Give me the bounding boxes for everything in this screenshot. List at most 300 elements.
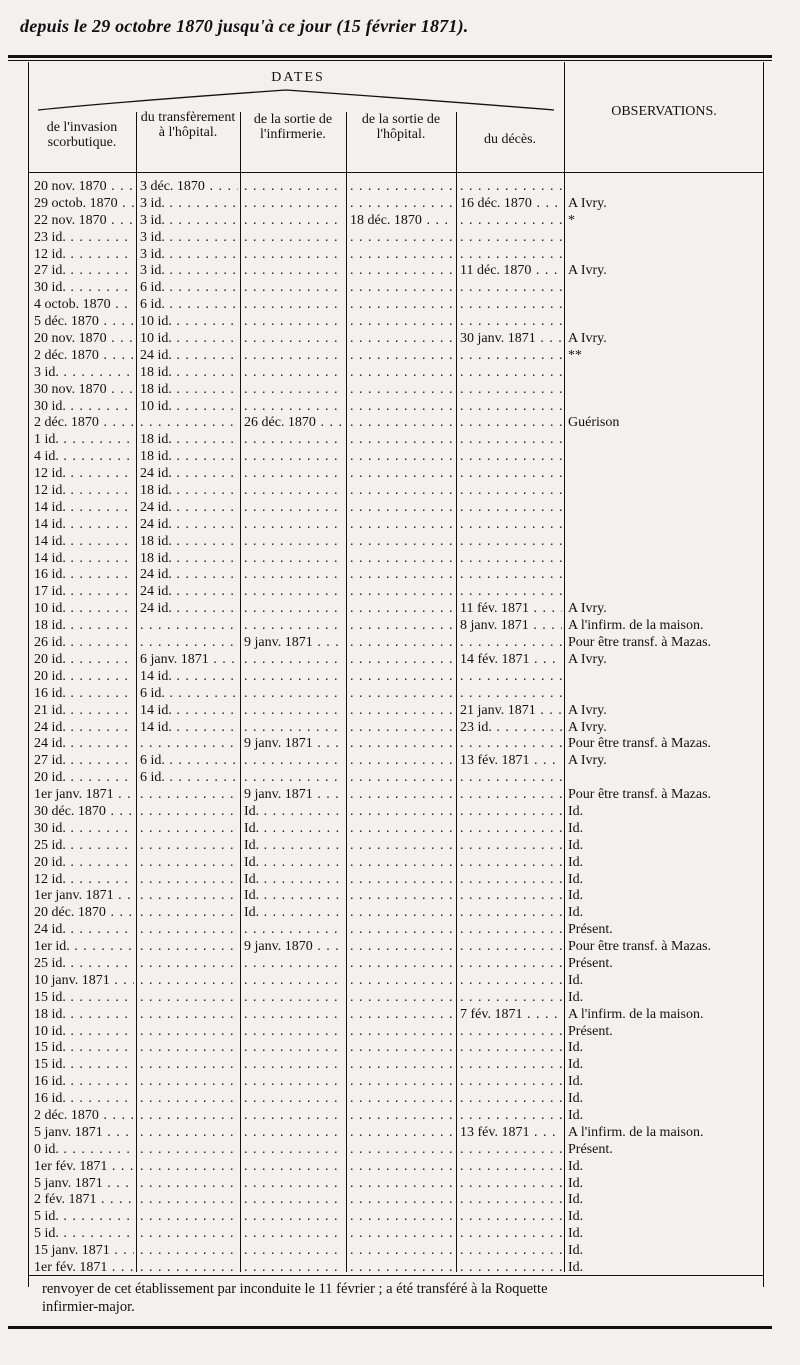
table-cell [140, 871, 238, 888]
table-cell [350, 465, 454, 482]
table-cell: Id. [568, 1192, 584, 1208]
table-cell: 10 id. . . . [34, 600, 134, 617]
table-cell [350, 347, 454, 364]
table-row [28, 972, 764, 989]
table-row [28, 1073, 764, 1090]
table-cell [350, 583, 454, 600]
table-cell [244, 1175, 344, 1192]
table-cell: Présent. [568, 922, 613, 938]
table-cell [350, 246, 454, 263]
header-hopital: de la sortie de l'hôpital. [361, 112, 441, 142]
table-cell [244, 313, 344, 330]
table-cell [140, 1006, 238, 1023]
table-cell [350, 1056, 454, 1073]
table-cell [460, 414, 562, 431]
table-cell [140, 837, 238, 854]
table-cell: 21 janv. 1871 . . . [460, 702, 562, 719]
table-cell [244, 702, 344, 719]
table-cell: 11 déc. 1870 . . . [460, 262, 562, 279]
table-cell [460, 482, 562, 499]
table-cell: Id. . . . [244, 837, 344, 854]
table-cell [244, 685, 344, 702]
header-transfert: du transfèrement à l'hôpital. [140, 110, 236, 140]
table-cell [140, 1191, 238, 1208]
table-cell [140, 820, 238, 837]
table-cell: 24 id. . . . [34, 735, 134, 752]
table-cell: 3 id. . . . [140, 212, 238, 229]
table-cell [244, 499, 344, 516]
table-cell [244, 1141, 344, 1158]
table-cell [244, 769, 344, 786]
table-row [28, 854, 764, 871]
table-cell [350, 1107, 454, 1124]
table-cell: 14 id. . . . [140, 702, 238, 719]
table-cell: 10 id. . . . [140, 398, 238, 415]
table-cell [350, 1023, 454, 1040]
table-cell: 14 id. . . . [140, 719, 238, 736]
top-rule-thin [8, 60, 772, 61]
table-row [28, 229, 764, 246]
footer-line-1: renvoyer de cet établissement par inconduite le 11 février ; a été transféré à la Roquette [42, 1281, 548, 1297]
header-infirmerie: de la sortie de l'infirmerie. [253, 112, 333, 142]
table-cell: Id. [568, 1243, 584, 1259]
table-cell [140, 1090, 238, 1107]
table-cell: 15 janv. 1871 . . . [34, 1242, 134, 1259]
table-row [28, 262, 764, 279]
table-cell [244, 246, 344, 263]
table-cell: 10 id. . . . [140, 330, 238, 347]
table-cell [244, 1242, 344, 1259]
table-cell: A Ivry. [568, 331, 607, 347]
table-cell [460, 448, 562, 465]
table-cell [460, 364, 562, 381]
table-cell [350, 989, 454, 1006]
table-cell [244, 1023, 344, 1040]
table-cell [350, 414, 454, 431]
table-cell [460, 786, 562, 803]
table-cell: 24 id. . . . [34, 921, 134, 938]
table-cell [460, 313, 562, 330]
table-cell: 20 id. . . . [34, 651, 134, 668]
table-cell: Id. . . . [244, 871, 344, 888]
table-cell [244, 262, 344, 279]
table-row [28, 347, 764, 364]
table-cell: 6 janv. 1871 . . . [140, 651, 238, 668]
table-cell [460, 533, 562, 550]
table-cell: 12 id. . . . [34, 482, 134, 499]
table-cell [244, 651, 344, 668]
table-row [28, 246, 764, 263]
table-cell: 18 id. . . . [140, 381, 238, 398]
table-cell: Id. . . . [244, 820, 344, 837]
table-cell [350, 702, 454, 719]
header-bottom-rule [28, 172, 764, 173]
table-cell: 14 fév. 1871 . . . [460, 651, 562, 668]
table-cell: A Ivry. [568, 601, 607, 617]
table-row [28, 1039, 764, 1056]
table-row [28, 803, 764, 820]
table-cell [460, 1107, 562, 1124]
table-row [28, 533, 764, 550]
table-cell: Id. [568, 871, 584, 887]
table-cell: A Ivry. [568, 719, 607, 735]
table-cell [460, 398, 562, 415]
table-cell: 5 janv. 1871 . . . [34, 1175, 134, 1192]
table-cell: 30 janv. 1871 . . . [460, 330, 562, 347]
table-cell [140, 1225, 238, 1242]
table-cell [460, 735, 562, 752]
table-cell [244, 347, 344, 364]
table-cell [350, 1006, 454, 1023]
table-cell [244, 431, 344, 448]
table-cell [140, 989, 238, 1006]
table-cell: Présent. [568, 955, 613, 971]
table-row [28, 702, 764, 719]
table-cell: Id. [568, 803, 584, 819]
table-cell: ** [568, 347, 582, 363]
table-cell [244, 752, 344, 769]
table-cell: 18 id. . . . [140, 482, 238, 499]
table-cell: 26 id. . . . [34, 634, 134, 651]
table-cell: 14 id. . . . [34, 499, 134, 516]
table-cell [460, 499, 562, 516]
table-row [28, 566, 764, 583]
table-cell [350, 313, 454, 330]
table-cell [140, 904, 238, 921]
table-cell [244, 972, 344, 989]
table-row [28, 1141, 764, 1158]
top-rule [8, 55, 772, 58]
table-cell [350, 1225, 454, 1242]
table-cell: 20 id. . . . [34, 668, 134, 685]
table-cell [350, 1039, 454, 1056]
table-cell [140, 887, 238, 904]
table-cell: 16 id. . . . [34, 1073, 134, 1090]
header-observations: OBSERVATIONS. [611, 104, 717, 119]
table-cell [350, 398, 454, 415]
table-cell: 4 id. . . . [34, 448, 134, 465]
table-cell [460, 583, 562, 600]
footer-line-2: infirmier-major. [42, 1299, 135, 1315]
table-cell [350, 600, 454, 617]
table-row [28, 921, 764, 938]
header-dates: DATES [271, 70, 325, 85]
table-cell: 10 id. . . . [34, 1023, 134, 1040]
table-cell [350, 195, 454, 212]
table-cell: 14 id. . . . [34, 550, 134, 567]
table-cell: 2 déc. 1870 . . . [34, 414, 134, 431]
table-cell: 18 id. . . . [140, 533, 238, 550]
table-cell [350, 364, 454, 381]
table-cell [244, 1158, 344, 1175]
table-cell: 27 id. . . . [34, 262, 134, 279]
table-cell: 15 id. . . . [34, 1056, 134, 1073]
table-cell [460, 972, 562, 989]
table-cell: 18 id. . . . [140, 431, 238, 448]
table-cell: Présent. [568, 1141, 613, 1157]
table-row [28, 414, 764, 431]
table-cell: 18 id. . . . [140, 550, 238, 567]
table-cell: 6 id. . . . [140, 296, 238, 313]
table-cell: 24 id. . . . [140, 465, 238, 482]
table-cell: 20 déc. 1870 . . . [34, 904, 134, 921]
table-cell [460, 229, 562, 246]
table-cell: A Ivry. [568, 195, 607, 211]
table-cell: Id. [568, 1260, 584, 1275]
table-cell [350, 617, 454, 634]
table-cell [460, 1141, 562, 1158]
table-cell: 7 fév. 1871 . . . [460, 1006, 562, 1023]
table-row [28, 516, 764, 533]
table-row [28, 482, 764, 499]
table-row [28, 820, 764, 837]
table-cell: Id. [568, 1057, 584, 1073]
table-cell: 9 janv. 1871 . . . [244, 634, 344, 651]
table-cell [350, 871, 454, 888]
table-cell: 14 id. . . . [34, 516, 134, 533]
table-cell: 24 id. . . . [140, 600, 238, 617]
table-row [28, 1158, 764, 1175]
table-cell [244, 955, 344, 972]
table-row [28, 1259, 764, 1276]
table-row [28, 1056, 764, 1073]
table-row [28, 871, 764, 888]
table-cell [140, 1259, 238, 1276]
header-deces: du décès. [483, 132, 537, 147]
table-row [28, 1225, 764, 1242]
table-cell [350, 330, 454, 347]
table-cell: 14 id. . . . [140, 668, 238, 685]
table-cell: 13 fév. 1871 . . . [460, 752, 562, 769]
table-cell [244, 1225, 344, 1242]
table-row [28, 955, 764, 972]
table-cell: 23 id. . . . [460, 719, 562, 736]
table-cell: 5 id. . . . [34, 1225, 134, 1242]
table-cell [350, 178, 454, 195]
table-row [28, 550, 764, 567]
table-cell [350, 1259, 454, 1276]
table-cell: 21 id. . . . [34, 702, 134, 719]
table-cell [350, 262, 454, 279]
table-cell [350, 566, 454, 583]
table-cell: Pour être transf. à Mazas. [568, 635, 712, 651]
table-cell [244, 1090, 344, 1107]
table-cell: 30 déc. 1870 . . . [34, 803, 134, 820]
table-cell [244, 1191, 344, 1208]
table-cell: 27 id. . . . [34, 752, 134, 769]
table-cell [140, 938, 238, 955]
table-cell: 15 id. . . . [34, 989, 134, 1006]
table-cell: 5 id. . . . [34, 1208, 134, 1225]
table-cell [460, 1191, 562, 1208]
table-cell: 12 id. . . . [34, 465, 134, 482]
table-cell [140, 786, 238, 803]
table-row [28, 499, 764, 516]
table-cell: 6 id. . . . [140, 769, 238, 786]
table-cell [244, 1208, 344, 1225]
table-cell [244, 330, 344, 347]
table-row [28, 1175, 764, 1192]
table-cell: 6 id. . . . [140, 752, 238, 769]
table-cell: * [568, 212, 575, 228]
table-cell [460, 381, 562, 398]
table-cell: Id. [568, 1074, 584, 1090]
table-cell: 3 id. . . . [140, 246, 238, 263]
table-cell [460, 803, 562, 820]
table-cell: A Ivry. [568, 651, 607, 667]
table-cell [460, 246, 562, 263]
table-cell: 18 déc. 1870 . . . [350, 212, 454, 229]
table-cell: 30 id. . . . [34, 398, 134, 415]
table-cell [350, 1124, 454, 1141]
table-cell [350, 938, 454, 955]
table-cell [460, 820, 562, 837]
table-cell: 8 janv. 1871 . . . [460, 617, 562, 634]
table-cell [350, 1073, 454, 1090]
table-row [28, 668, 764, 685]
table-cell [350, 550, 454, 567]
table-cell [244, 719, 344, 736]
table-cell [460, 279, 562, 296]
table-cell [140, 1242, 238, 1259]
table-cell [244, 600, 344, 617]
table-cell: 5 déc. 1870 . . . [34, 313, 134, 330]
table-cell [460, 1225, 562, 1242]
table-cell [244, 364, 344, 381]
table-row [28, 1107, 764, 1124]
table-cell: Guérison [568, 415, 620, 431]
table-cell: Id. . . . [244, 904, 344, 921]
table-cell: Id. [568, 989, 584, 1005]
table-cell: 2 déc. 1870 . . . [34, 1107, 134, 1124]
table-row [28, 1242, 764, 1259]
table-cell: 15 id. . . . [34, 1039, 134, 1056]
table-cell: 18 id. . . . [140, 364, 238, 381]
table-cell: 23 id. . . . [34, 229, 134, 246]
table-cell [244, 550, 344, 567]
table-cell: 4 octob. 1870 . . . [34, 296, 134, 313]
data-table [28, 62, 764, 1287]
table-cell [460, 904, 562, 921]
table-row [28, 1006, 764, 1023]
table-row [28, 465, 764, 482]
table-cell [244, 296, 344, 313]
table-bottom-rule [28, 1275, 764, 1276]
table-cell [460, 1073, 562, 1090]
table-row [28, 364, 764, 381]
table-row [28, 719, 764, 736]
table-cell [460, 769, 562, 786]
table-cell [350, 1242, 454, 1259]
table-row [28, 279, 764, 296]
table-cell [140, 1073, 238, 1090]
table-row [28, 1090, 764, 1107]
table-cell: 18 id. . . . [140, 448, 238, 465]
table-cell [244, 212, 344, 229]
table-cell: 29 octob. 1870 . . . [34, 195, 134, 212]
table-cell [350, 1141, 454, 1158]
table-cell: 14 id. . . . [34, 533, 134, 550]
table-cell [350, 955, 454, 972]
table-cell [460, 465, 562, 482]
header-invasion: de l'invasion scorbutique. [46, 120, 118, 150]
table-cell: 3 id. . . . [140, 229, 238, 246]
table-cell [460, 1056, 562, 1073]
table-row [28, 769, 764, 786]
table-cell: 5 janv. 1871 . . . [34, 1124, 134, 1141]
table-cell [244, 229, 344, 246]
table-body [28, 178, 764, 1276]
table-cell: 3 déc. 1870 . . . [140, 178, 238, 195]
table-cell [350, 786, 454, 803]
table-cell [350, 1208, 454, 1225]
table-cell: 20 id. . . . [34, 854, 134, 871]
table-cell: 3 id. . . . [140, 195, 238, 212]
table-cell: 20 nov. 1870 . . . [34, 330, 134, 347]
table-cell [350, 482, 454, 499]
table-cell [350, 972, 454, 989]
table-cell [460, 550, 562, 567]
table-cell [140, 617, 238, 634]
table-cell: 26 déc. 1870 . . . [244, 414, 344, 431]
table-cell: A l'infirm. de la maison. [568, 618, 704, 634]
table-cell [460, 1158, 562, 1175]
table-cell: 6 id. . . . [140, 279, 238, 296]
table-cell [140, 1158, 238, 1175]
table-cell [350, 279, 454, 296]
bottom-rule [8, 1326, 772, 1329]
table-cell [350, 1090, 454, 1107]
table-cell [460, 1242, 562, 1259]
table-cell [350, 752, 454, 769]
table-cell: 30 nov. 1870 . . . [34, 381, 134, 398]
table-cell [244, 482, 344, 499]
table-cell [140, 1023, 238, 1040]
table-cell: 9 janv. 1870 . . . [244, 938, 344, 955]
table-cell [350, 499, 454, 516]
table-cell: Id. [568, 1107, 584, 1123]
table-cell: 30 id. . . . [34, 279, 134, 296]
table-cell [350, 296, 454, 313]
table-cell [244, 533, 344, 550]
table-row [28, 600, 764, 617]
table-cell [244, 989, 344, 1006]
table-cell: 2 fév. 1871 . . . [34, 1191, 134, 1208]
table-cell: 16 déc. 1870 . . . [460, 195, 562, 212]
table-cell [140, 1141, 238, 1158]
table-cell [460, 668, 562, 685]
table-cell [244, 1056, 344, 1073]
table-cell [460, 921, 562, 938]
table-cell [350, 685, 454, 702]
table-cell [244, 516, 344, 533]
table-cell [350, 887, 454, 904]
table-row [28, 178, 764, 195]
table-cell [140, 1208, 238, 1225]
table-cell: 1er id. . . . [34, 938, 134, 955]
table-cell [460, 938, 562, 955]
page-title: depuis le 29 octobre 1870 jusqu'à ce jour (15 février 1871). [20, 16, 469, 36]
table-cell: Présent. [568, 1023, 613, 1039]
table-cell: 3 id. . . . [34, 364, 134, 381]
table-cell [140, 955, 238, 972]
table-cell [350, 668, 454, 685]
table-cell [460, 955, 562, 972]
table-cell: Id. . . . [244, 854, 344, 871]
table-row [28, 212, 764, 229]
table-cell: A Ivry. [568, 702, 607, 718]
table-cell: Id. . . . [244, 803, 344, 820]
